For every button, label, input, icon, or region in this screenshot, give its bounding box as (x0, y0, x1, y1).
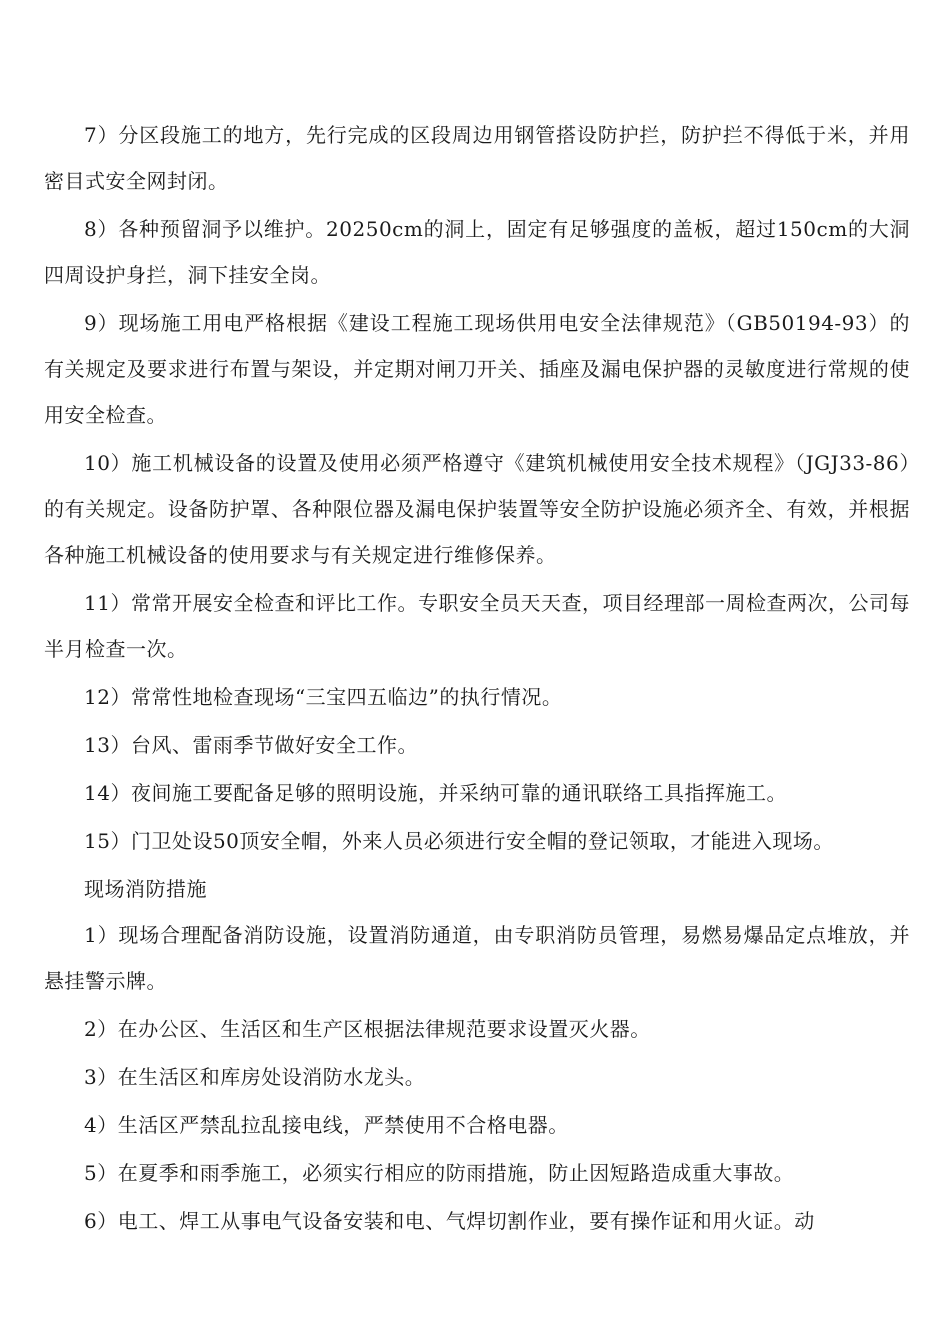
fire-item-3: 3）在生活区和库房处设消防水龙头。 (84, 1065, 426, 1089)
paragraph-item-15: 15）门卫处设50顶安全帽，外来人员必须进行安全帽的登记领取，才能进入现场。 (84, 829, 834, 853)
paragraph-item-7: 7）分区段施工的地方，先行完成的区段周边用钢管搭设防护拦，防护拦不得低于米，并用密目式安全网封闭。 (44, 123, 910, 193)
paragraph-item-8: 8）各种预留洞予以维护。20250cm的洞上，固定有足够强度的盖板，超过150cm的大洞四周设护身拦，洞下挂安全岗。 (44, 217, 910, 287)
paragraph-item-14: 14）夜间施工要配备足够的照明设施，并采纳可靠的通讯联络工具指挥施工。 (84, 781, 787, 805)
paragraph-item-12: 12）常常性地检查现场“三宝四五临边”的执行情况。 (84, 685, 563, 709)
paragraph-item-9: 9）现场施工用电严格根据《建设工程施工现场供用电安全法律规范》（GB50194-93）的有关规定及要求进行布置与架设，并定期对闸刀开关、插座及漏电保护器的灵敏度进行常规的使用安全检查。 (44, 311, 910, 427)
fire-item-4: 4）生活区严禁乱拉乱接电线，严禁使用不合格电器。 (84, 1113, 569, 1137)
fire-item-1: 1）现场合理配备消防设施，设置消防通道，由专职消防员管理，易燃易爆品定点堆放，并悬挂警示牌。 (44, 923, 910, 993)
fire-item-2: 2）在办公区、生活区和生产区根据法律规范要求设置灭火器。 (84, 1017, 651, 1041)
paragraph-item-11: 11）常常开展安全检查和评比工作。专职安全员天天查，项目经理部一周检查两次，公司每半月检查一次。 (44, 591, 910, 661)
paragraph-item-10: 10）施工机械设备的设置及使用必须严格遵守《建筑机械使用安全技术规程》（JGJ33-86）的有关规定。设备防护罩、各种限位器及漏电保护装置等安全防护设施必须齐全、有效，并根据各种施工机械设备的使用要求与有关规定进行维修保养。 (44, 451, 910, 567)
fire-item-5: 5）在夏季和雨季施工，必须实行相应的防雨措施，防止因短路造成重大事故。 (84, 1161, 795, 1185)
document-page (44, 112, 910, 1244)
paragraph-item-13: 13）台风、雷雨季节做好安全工作。 (84, 733, 418, 757)
section-heading-fire-safety: 现场消防措施 (84, 877, 207, 901)
fire-item-6: 6）电工、焊工从事电气设备安装和电、气焊切割作业，要有操作证和用火证。动 (84, 1209, 815, 1233)
